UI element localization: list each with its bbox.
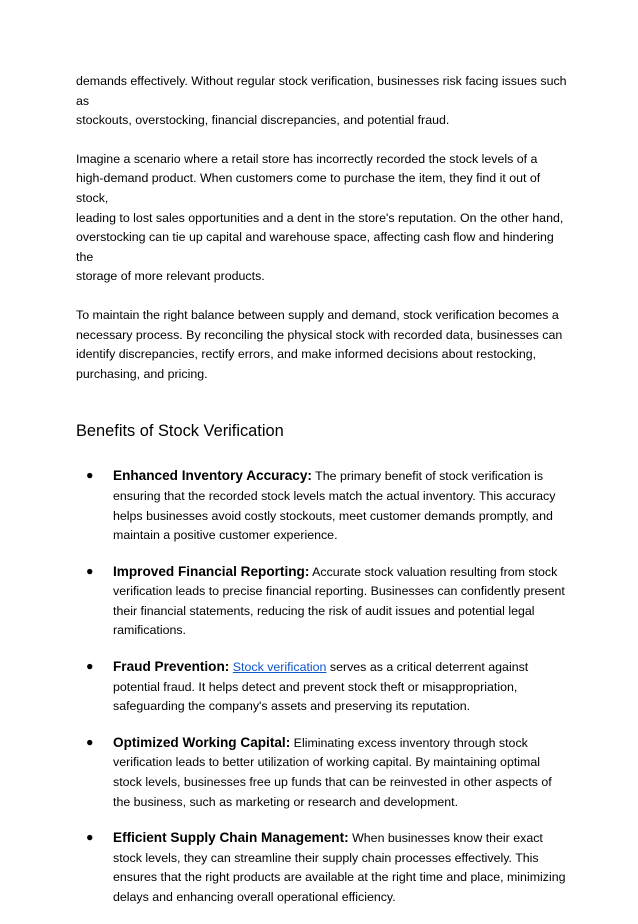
section-heading: Benefits of Stock Verification	[76, 422, 284, 441]
bullet-icon: ●	[86, 563, 94, 578]
benefit-text: Eliminating excess inventory through stock verification leads to better utilization of working capital. By maintaining optimal stock levels, businesses free up funds that can be reinvested in other aspects of the business, such as marketing or research and development.	[113, 735, 552, 809]
benefit-title: Enhanced Inventory Accuracy:	[113, 468, 312, 484]
benefit-title: Improved Financial Reporting:	[113, 563, 310, 579]
benefit-title: Efficient Supply Chain Management:	[113, 830, 349, 846]
benefit-text: When businesses know their exact stock levels, they can streamline their supply chain processes effectively. This ensures that the right products are available at the right time and place, minimizing delays and enhancing overall operational efficiency.	[113, 831, 566, 904]
bullet-icon: ●	[86, 659, 94, 674]
benefit-text: The primary benefit of stock verification is ensuring that the recorded stock levels match the actual inventory. This accuracy helps businesses avoid costly stockouts, meet customer demands promptly, and maintain a positive customer experience.	[113, 469, 556, 543]
benefit-title: Fraud Prevention:	[113, 659, 230, 675]
intro-paragraph-1: demands effectively. Without regular stock verification, businesses risk facing issues such as stockouts, overstocking, financial discrepancies, and potential fraud.	[76, 74, 567, 128]
intro-paragraph-2: Imagine a scenario where a retail store has incorrectly recorded the stock levels of a high-demand product. When customers come to purchase the item, they find it out of stock, leading to lost sales opportunities and a dent in the store's reputation. On the other hand, overstocking can tie up capital and warehouse space, affecting cash flow and hindering the storage of more relevant products.	[76, 151, 564, 284]
intro-paragraph-3: To maintain the right balance between supply and demand, stock verification becomes a necessary process. By reconciling the physical stock with recorded data, businesses can identify discrepancies, rectify errors, and make informed decisions about restocking, purchasing, and pricing.	[76, 307, 563, 381]
bullet-icon: ●	[86, 830, 94, 845]
list-item-financial-reporting	[76, 562, 568, 641]
list-item-working-capital	[76, 733, 568, 812]
benefits-list	[76, 466, 568, 907]
benefit-text: Accurate stock valuation resulting from stock verification leads to precise financial reporting. Businesses can confidently present their financial statements, reducing the risk of audit issues and potential legal ramifications.	[113, 564, 565, 638]
stock-verification-link[interactable]: Stock verification	[232, 660, 327, 675]
list-item-inventory-accuracy	[76, 466, 568, 545]
document-page	[76, 72, 568, 924]
bullet-icon: ●	[86, 468, 94, 483]
bullet-icon: ●	[86, 734, 94, 749]
benefit-title: Optimized Working Capital:	[113, 734, 291, 750]
list-item-fraud-prevention	[76, 657, 568, 717]
benefit-text: serves as a critical deterrent against potential fraud. It helps detect and prevent stock theft or misappropriation, safeguarding the company's assets and preserving its reputation.	[113, 660, 529, 714]
list-item-supply-chain	[76, 828, 568, 907]
